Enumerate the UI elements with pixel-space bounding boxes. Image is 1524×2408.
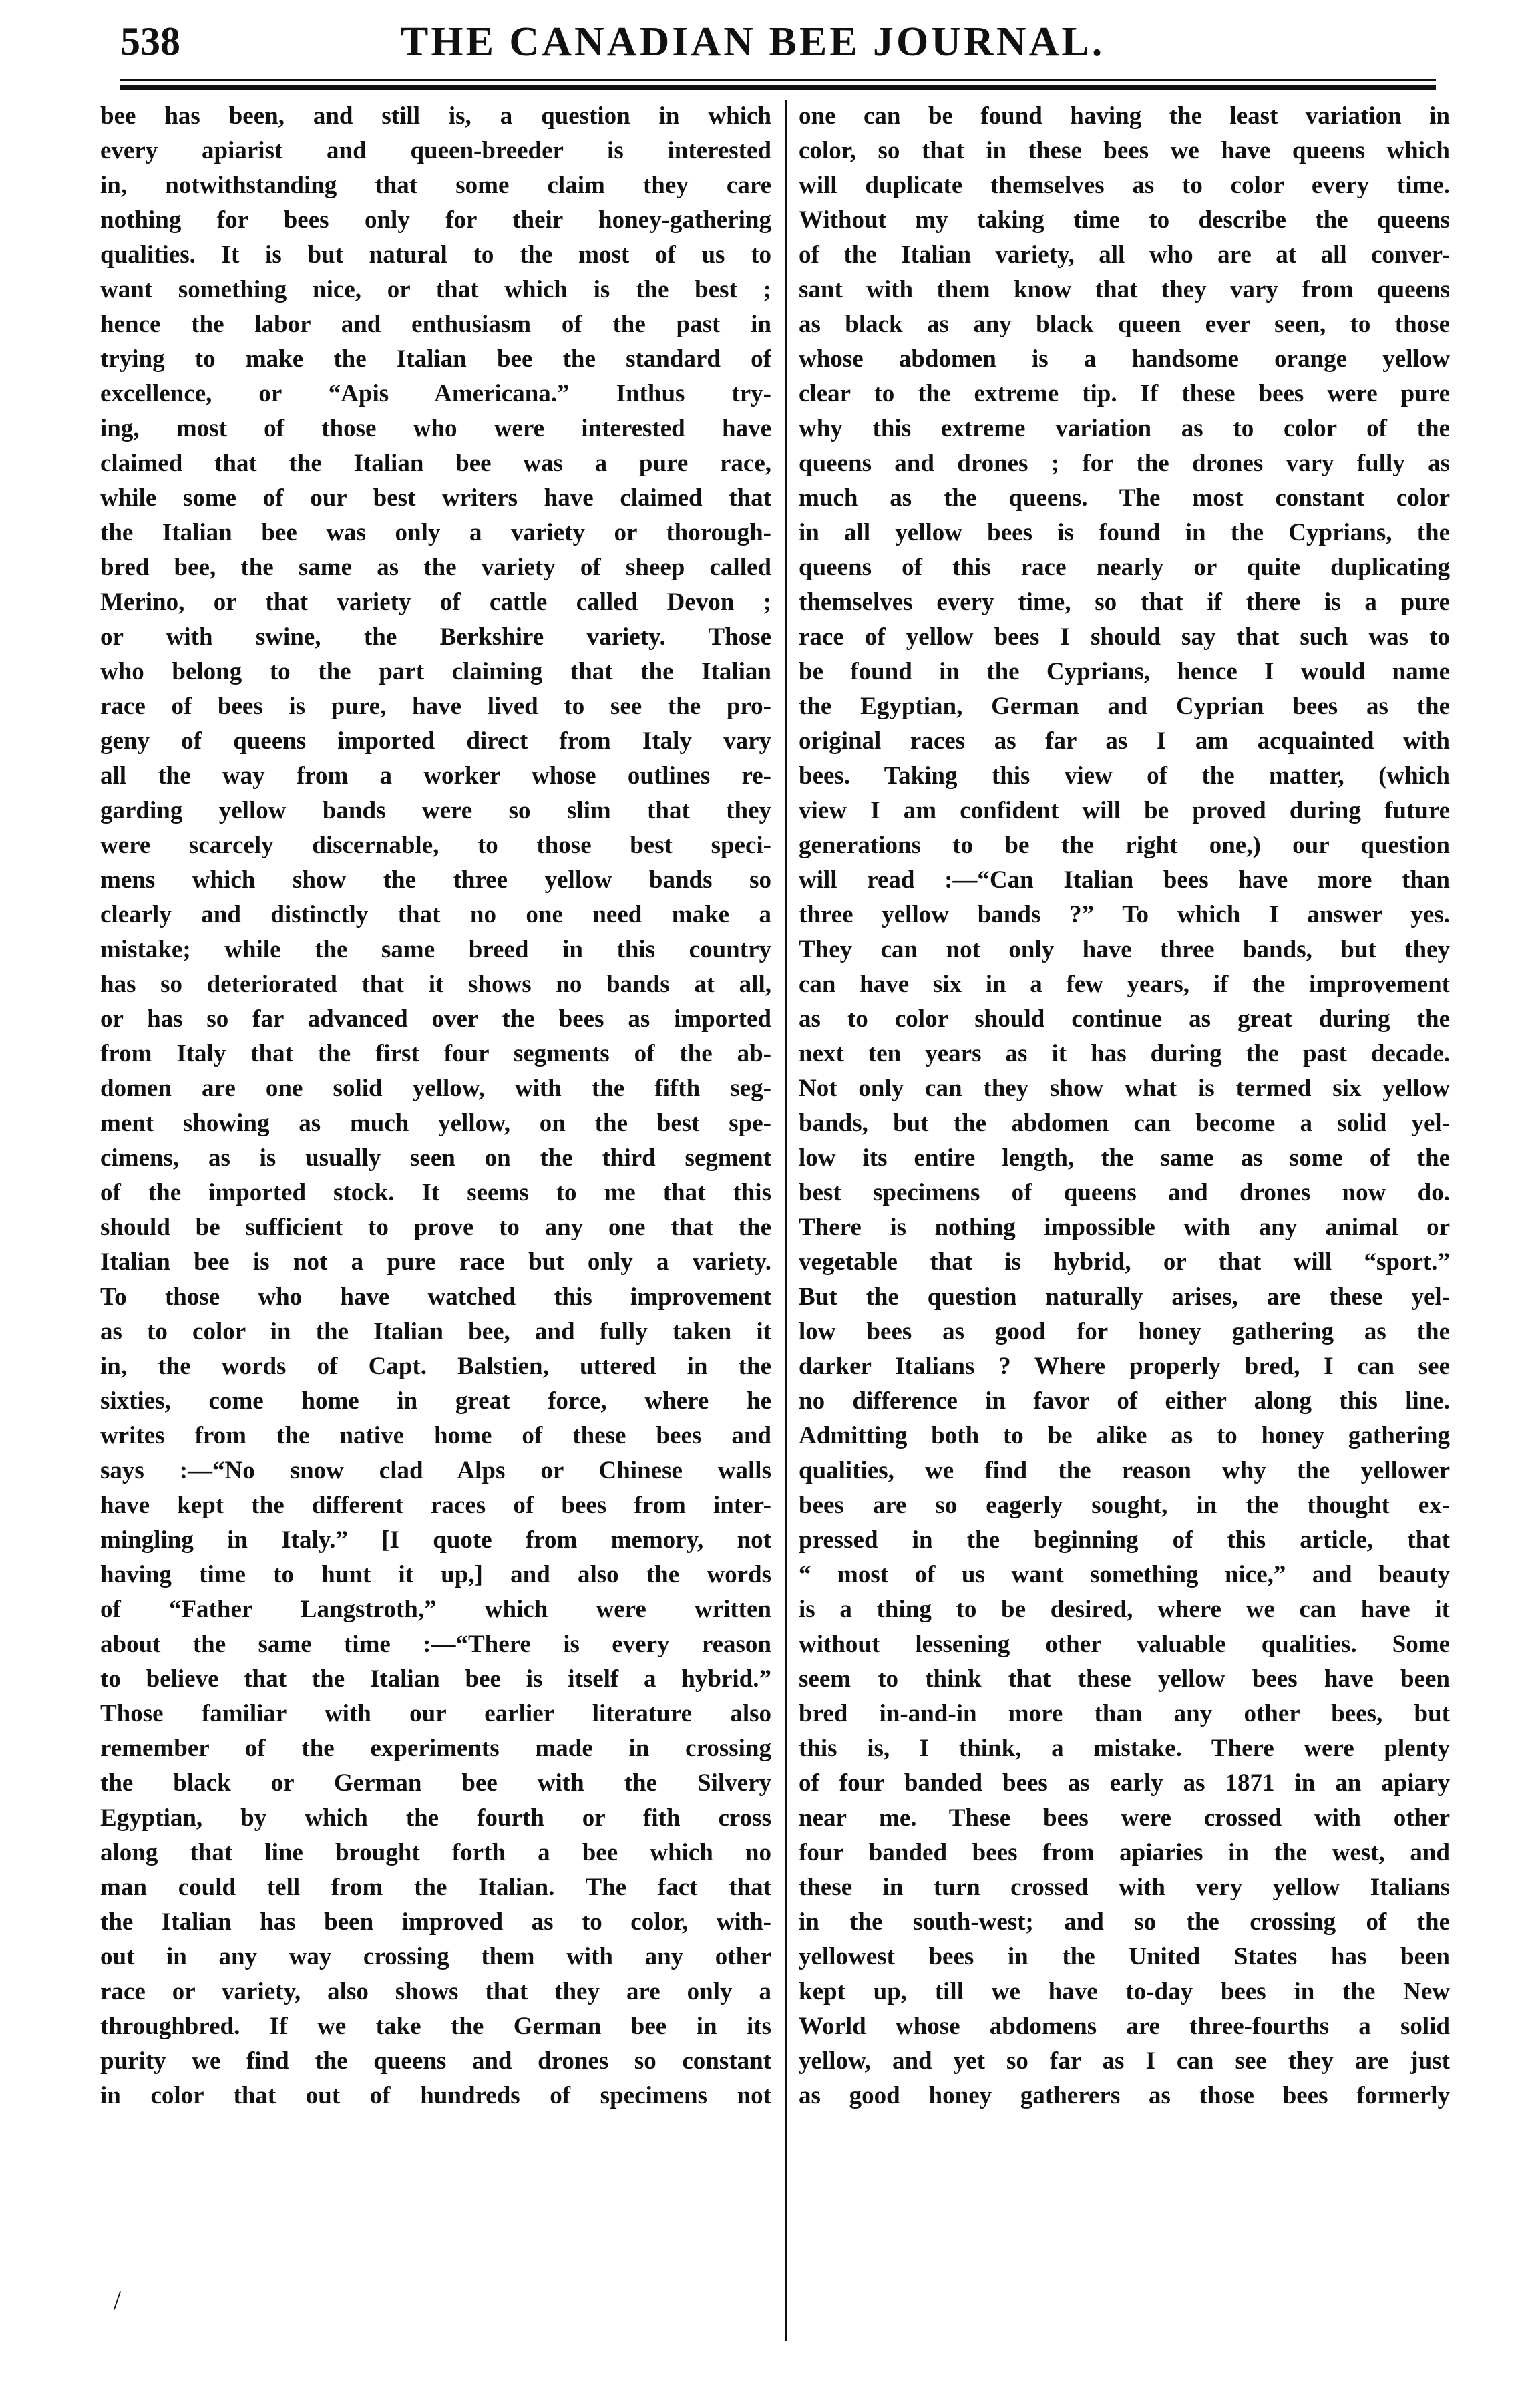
text-line: mingling in Italy.” [I quote from memory, not: [100, 1526, 771, 1554]
text-line: this is, I think, a mistake. There were plenty: [799, 1735, 1450, 1762]
text-line: themselves every time, so that if there is a pure: [799, 588, 1450, 616]
text-line: view I am confident will be proved during future: [799, 797, 1450, 824]
text-line: bee has been, and still is, a question in which: [100, 102, 771, 130]
left-column: [100, 99, 771, 2343]
text-line: They can not only have three bands, but they: [799, 936, 1450, 963]
text-line: race or variety, also shows that they are only a: [100, 1978, 771, 2005]
text-line: generations to be the right one,) our question: [799, 832, 1450, 859]
text-line: as to color in the Italian bee, and fully taken it: [100, 1318, 771, 1345]
text-line: mistake; while the same breed in this country: [100, 936, 771, 963]
text-line: of the imported stock. It seems to me that this: [100, 1179, 771, 1206]
text-line: without lessening other valuable qualities. Some: [799, 1630, 1450, 1658]
text-line: in, the words of Capt. Balstien, uttered in the: [100, 1353, 771, 1380]
text-line: who belong to the part claiming that the Italian: [100, 658, 771, 685]
text-line: the Egyptian, German and Cyprian bees as the: [799, 693, 1450, 720]
text-line: Admitting both to be alike as to honey gathering: [799, 1422, 1450, 1449]
text-line: Merino, or that variety of cattle called Devon ;: [100, 588, 771, 616]
text-line: having time to hunt it up,] and also the words: [100, 1561, 771, 1588]
text-line: vegetable that is hybrid, or that will “sport.”: [799, 1248, 1450, 1276]
text-line: throughbred. If we take the German bee in its: [100, 2013, 771, 2040]
text-line: yellow, and yet so far as I can see they are just: [799, 2047, 1450, 2075]
header-rule-thick: [120, 85, 1436, 90]
text-line: original races as far as I am acquainted with: [799, 727, 1450, 755]
page-number: 538: [120, 19, 180, 63]
stray-mark: /: [114, 2285, 122, 2315]
text-line: Italian bee is not a pure race but only a variety.: [100, 1248, 771, 1276]
text-line: near me. These bees were crossed with other: [799, 1804, 1450, 1832]
text-line: mens which show the three yellow bands so: [100, 866, 771, 894]
text-line: But the question naturally arises, are these yel-: [799, 1283, 1450, 1311]
text-line: race of yellow bees I should say that such was to: [799, 623, 1450, 651]
text-line: in all yellow bees is found in the Cyprians, the: [799, 519, 1450, 546]
text-line: sixties, come home in great force, where he: [100, 1387, 771, 1415]
text-line: is a thing to be desired, where we can have it: [799, 1596, 1450, 1623]
text-line: out in any way crossing them with any other: [100, 1943, 771, 1970]
text-line: writes from the native home of these bees and: [100, 1422, 771, 1449]
text-line: ing, most of those who were interested have: [100, 415, 771, 442]
text-line: trying to make the Italian bee the standard of: [100, 345, 771, 373]
text-line: hence the labor and enthusiasm of the past in: [100, 311, 771, 338]
text-line: much as the queens. The most constant color: [799, 484, 1450, 512]
text-line: claimed that the Italian bee was a pure race,: [100, 450, 771, 477]
text-line: all the way from a worker whose outlines re-: [100, 762, 771, 790]
text-line: should be sufficient to prove to any one that the: [100, 1214, 771, 1241]
text-line: of four banded bees as early as 1871 in an apiary: [799, 1769, 1450, 1797]
text-line: to believe that the Italian bee is itself a hybrid.”: [100, 1665, 771, 1693]
text-line: as to color should continue as great during the: [799, 1005, 1450, 1033]
text-line: or has so far advanced over the bees as imported: [100, 1005, 771, 1033]
text-line: can have six in a few years, if the improvement: [799, 971, 1450, 998]
text-line: were scarcely discernable, to those best speci-: [100, 832, 771, 859]
text-line: “ most of us want something nice,” and beauty: [799, 1561, 1450, 1588]
text-line: bees. Taking this view of the matter, (which: [799, 762, 1450, 790]
text-line: clear to the extreme tip. If these bees were pure: [799, 380, 1450, 407]
text-line: yellowest bees in the United States has been: [799, 1943, 1450, 1970]
text-line: why this extreme variation as to color of the: [799, 415, 1450, 442]
text-line: from Italy that the first four segments of the ab-: [100, 1040, 771, 1067]
text-line: in the south-west; and so the crossing of the: [799, 1908, 1450, 1936]
text-line: will read :—“Can Italian bees have more than: [799, 866, 1450, 894]
text-line: the black or German bee with the Silvery: [100, 1769, 771, 1797]
text-line: nothing for bees only for their honey-gathering: [100, 206, 771, 234]
text-line: queens and drones ; for the drones vary fully as: [799, 450, 1450, 477]
text-line: the Italian bee was only a variety or thorough-: [100, 519, 771, 546]
text-line: pressed in the beginning of this article, that: [799, 1526, 1450, 1554]
text-line: four banded bees from apiaries in the west, and: [799, 1839, 1450, 1866]
text-line: in color that out of hundreds of specimens not: [100, 2082, 771, 2109]
text-line: the Italian has been improved as to color, with-: [100, 1908, 771, 1936]
text-line: Not only can they show what is termed six yellow: [799, 1075, 1450, 1102]
text-line: no difference in favor of either along this line.: [799, 1387, 1450, 1415]
text-line: man could tell from the Italian. The fact that: [100, 1874, 771, 1901]
text-line: of “Father Langstroth,” which were written: [100, 1596, 771, 1623]
right-column: [799, 99, 1450, 2343]
text-line: these in turn crossed with very yellow Italians: [799, 1874, 1450, 1901]
text-line: sant with them know that they vary from queens: [799, 276, 1450, 303]
text-line: clearly and distinctly that no one need make a: [100, 901, 771, 928]
text-line: seem to think that these yellow bees have been: [799, 1665, 1450, 1693]
text-line: bred bee, the same as the variety of sheep called: [100, 554, 771, 581]
text-line: queens of this race nearly or quite duplicating: [799, 554, 1450, 581]
page-header: [120, 19, 1429, 72]
text-line: about the same time :—“There is every reason: [100, 1630, 771, 1658]
text-line: To those who have watched this improvement: [100, 1283, 771, 1311]
text-line: of the Italian variety, all who are at all conver-: [799, 241, 1450, 269]
header-rule-thin: [120, 79, 1436, 81]
text-line: as good honey gatherers as those bees formerly: [799, 2082, 1450, 2109]
text-line: race of bees is pure, have lived to see the pro-: [100, 693, 771, 720]
text-line: excellence, or “Apis Americana.” Inthus try-: [100, 380, 771, 407]
text-line: be found in the Cyprians, hence I would name: [799, 658, 1450, 685]
text-line: qualities, we find the reason why the yellower: [799, 1457, 1450, 1484]
text-line: color, so that in these bees we have queens which: [799, 137, 1450, 164]
text-line: World whose abdomens are three-fourths a solid: [799, 2013, 1450, 2040]
text-line: says :—“No snow clad Alps or Chinese walls: [100, 1457, 771, 1484]
column-divider: [785, 100, 787, 2341]
text-line: bees are so eagerly sought, in the thought ex-: [799, 1492, 1450, 1519]
text-line: have kept the different races of bees from inter-: [100, 1492, 771, 1519]
text-line: along that line brought forth a bee which no: [100, 1839, 771, 1866]
text-line: darker Italians ? Where properly bred, I can see: [799, 1353, 1450, 1380]
text-line: purity we find the queens and drones so constant: [100, 2047, 771, 2075]
text-line: geny of queens imported direct from Italy vary: [100, 727, 771, 755]
text-line: while some of our best writers have claimed that: [100, 484, 771, 512]
text-line: in, notwithstanding that some claim they care: [100, 172, 771, 199]
text-line: whose abdomen is a handsome orange yellow: [799, 345, 1450, 373]
text-line: Egyptian, by which the fourth or fith cross: [100, 1804, 771, 1832]
text-line: will duplicate themselves as to color every time.: [799, 172, 1450, 199]
text-line: There is nothing impossible with any animal or: [799, 1214, 1450, 1241]
text-line: low its entire length, the same as some of the: [799, 1144, 1450, 1172]
text-line: low bees as good for honey gathering as the: [799, 1318, 1450, 1345]
text-line: bred in-and-in more than any other bees, but: [799, 1700, 1450, 1727]
text-line: Those familiar with our earlier literature also: [100, 1700, 771, 1727]
text-line: as black as any black queen ever seen, to those: [799, 311, 1450, 338]
text-line: cimens, as is usually seen on the third segment: [100, 1144, 771, 1172]
text-line: every apiarist and queen-breeder is interested: [100, 137, 771, 164]
text-line: garding yellow bands were so slim that they: [100, 797, 771, 824]
text-line: domen are one solid yellow, with the fifth seg-: [100, 1075, 771, 1102]
text-line: next ten years as it has during the past decade.: [799, 1040, 1450, 1067]
text-line: ment showing as much yellow, on the best spe-: [100, 1109, 771, 1137]
text-line: has so deteriorated that it shows no bands at all,: [100, 971, 771, 998]
text-line: want something nice, or that which is the best ;: [100, 276, 771, 303]
text-line: best specimens of queens and drones now do.: [799, 1179, 1450, 1206]
text-line: one can be found having the least variation in: [799, 102, 1450, 130]
text-line: Without my taking time to describe the queens: [799, 206, 1450, 234]
journal-title: THE CANADIAN BEE JOURNAL.: [401, 19, 1105, 65]
text-line: three yellow bands ?” To which I answer yes.: [799, 901, 1450, 928]
text-line: or with swine, the Berkshire variety. Those: [100, 623, 771, 651]
text-line: kept up, till we have to-day bees in the New: [799, 1978, 1450, 2005]
text-line: bands, but the abdomen can become a solid yel-: [799, 1109, 1450, 1137]
text-line: qualities. It is but natural to the most of us to: [100, 241, 771, 269]
text-line: remember of the experiments made in crossing: [100, 1735, 771, 1762]
